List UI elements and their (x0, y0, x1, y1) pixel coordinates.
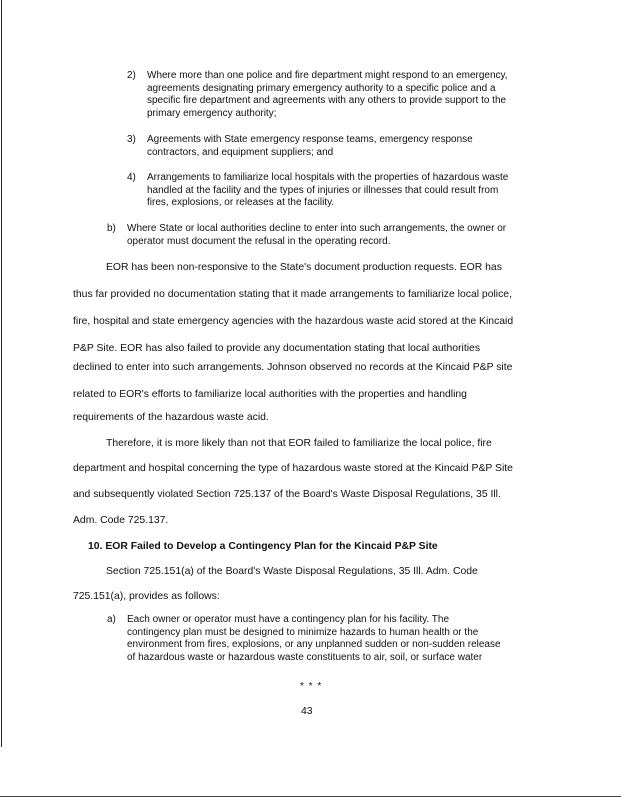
paragraph-line: P&P Site. EOR has also failed to provide any documentation stating that local authorities (73, 343, 481, 354)
section-heading: 10. EOR Failed to Develop a Contingency Plan for the Kincaid P&P Site (88, 541, 438, 552)
list-item-line: Arrangements to familiarize local hospitals with the properties of hazardous waste (147, 172, 509, 183)
ellipsis-marker: * * * (300, 681, 323, 692)
paragraph-line: and subsequently violated Section 725.137 of the Board's Waste Disposal Regulations, 35 Ill. (73, 489, 501, 500)
subsection-number: a) (107, 614, 116, 625)
page-number: 43 (301, 706, 313, 717)
paragraph-line: Adm. Code 725.137. (73, 515, 169, 526)
subsection-line: operator must document the refusal in the operating record. (127, 235, 391, 247)
paragraph-line: requirements of the hazardous waste acid. (73, 412, 269, 423)
subsection-line: of hazardous waste or hazardous waste constituents to air, soil, or surface water (127, 651, 483, 663)
list-item-line: agreements designating primary emergency authority to a specific police and a (147, 82, 496, 94)
subsection-line: contingency plan must be designed to minimize hazards to human health or the (127, 626, 479, 638)
paragraph-line: Therefore, it is more likely than not that EOR failed to familiarize the local police, fire (106, 438, 492, 449)
list-item-line: contractors, and equipment suppliers; and (147, 146, 334, 158)
list-item-line: primary emergency authority; (147, 107, 277, 119)
scan-left-edge-line (1, 0, 2, 747)
paragraph-line: related to EOR's efforts to familiarize local authorities with the properties and handling (73, 389, 467, 400)
list-item-line: specific fire department and agreements with any others to provide support to the (147, 95, 507, 107)
paragraph-line: fire, hospital and state emergency agencies with the hazardous waste acid stored at the Kincaid (73, 316, 514, 327)
paragraph-line: EOR has been non-responsive to the State's document production requests. EOR has (106, 262, 502, 273)
subsection-line: environment from fires, explosions, or any unplanned sudden or non-sudden release (127, 639, 501, 651)
list-item-line: Where more than one police and fire department might respond to an emergency, (147, 70, 508, 81)
paragraph-line: declined to enter into such arrangements. Johnson observed no records at the Kincaid P&P site (73, 362, 513, 373)
paragraph-line: 725.151(a), provides as follows: (73, 591, 220, 602)
list-item-line: Agreements with State emergency response teams, emergency response (147, 134, 473, 145)
list-item-line: handled at the facility and the types of injuries or illnesses that could result from (147, 184, 499, 196)
list-item-number: 4) (127, 172, 136, 183)
list-item-number: 3) (127, 134, 136, 145)
subsection-line: Where State or local authorities decline to enter into such arrangements, the owner or (127, 223, 507, 234)
subsection-number: b) (107, 223, 116, 234)
subsection-line: Each owner or operator must have a contingency plan for his facility. The (127, 614, 450, 625)
list-item-number: 2) (127, 70, 136, 81)
scan-bottom-edge-line (0, 796, 621, 797)
paragraph-line: department and hospital concerning the type of hazardous waste stored at the Kincaid P&P Site (73, 463, 513, 474)
paragraph-line: Section 725.151(a) of the Board's Waste Disposal Regulations, 35 Ill. Adm. Code (106, 566, 478, 577)
paragraph-line: thus far provided no documentation stating that it made arrangements to familiarize local police, (73, 289, 512, 300)
list-item-line: fires, explosions, or releases at the facility. (147, 197, 335, 209)
